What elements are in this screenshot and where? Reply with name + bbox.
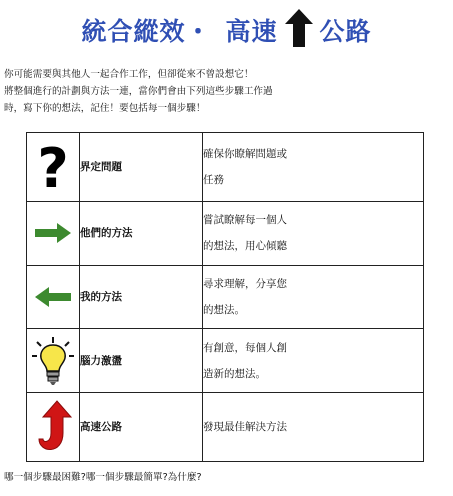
desc-cell <box>203 133 424 202</box>
desc-cell <box>203 265 424 329</box>
term-cell: 高速公路 <box>80 393 203 462</box>
desc-line: 任務 <box>203 173 224 186</box>
table-row <box>27 133 424 202</box>
green-left-arrow-icon <box>33 285 73 309</box>
title-dot: ・ <box>185 17 212 46</box>
icon-cell <box>27 393 80 462</box>
desc-line: 嘗試瞭解每一個人 <box>203 214 287 227</box>
svg-text:?: ? <box>37 138 69 195</box>
table-row <box>27 201 424 265</box>
table-row <box>27 329 424 393</box>
footer-question: 哪一個步驟最困難?哪一個步驟最簡單?為什麼? <box>4 472 202 483</box>
desc-line: 造新的想法。 <box>203 367 266 380</box>
term-cell: 我的方法 <box>80 265 203 329</box>
table-row <box>27 265 424 329</box>
steps-table <box>26 132 424 462</box>
black-up-arrow-icon <box>284 8 314 48</box>
intro-line-2: 將整個進行的計劃與方法一連，當你們會由下列這些步驟工作過 <box>4 86 273 97</box>
desc-line: 尋求理解，分享您 <box>203 277 287 290</box>
desc-cell <box>203 329 424 393</box>
title-part-1: 統合縱效 <box>81 17 186 46</box>
icon-cell <box>27 133 80 202</box>
green-right-arrow-icon <box>33 221 73 245</box>
table-row <box>27 393 424 462</box>
intro-paragraph <box>4 66 444 117</box>
icon-cell <box>27 265 80 329</box>
desc-line: 的想法，用心傾聽 <box>203 240 287 253</box>
intro-line-3: 時，寫下你的想法，記住！要包括每一個步驟！ <box>4 103 206 114</box>
title-part-3: 公路 <box>319 17 372 46</box>
lightbulb-icon <box>31 336 75 386</box>
intro-line-1: 你可能需要與其他人一起合作工作，但卻從來不曾設想它！ <box>4 69 254 80</box>
term-cell: 腦力激盪 <box>80 329 203 393</box>
page-title <box>0 8 453 52</box>
term-cell: 他們的方法 <box>80 201 203 265</box>
desc-line: 確保你瞭解問題或 <box>203 147 287 160</box>
icon-cell <box>27 201 80 265</box>
desc-cell <box>203 393 424 462</box>
term-cell: 界定問題 <box>80 133 203 202</box>
desc-cell <box>203 201 424 265</box>
desc-line: 有創意，每個人創 <box>203 341 287 354</box>
question-mark-icon <box>33 139 73 195</box>
icon-cell <box>27 329 80 393</box>
desc-line: 發現最佳解決方法 <box>203 421 287 434</box>
title-part-2: 高速 <box>225 17 278 46</box>
red-curved-up-arrow-icon <box>33 399 73 455</box>
desc-line: 的想法。 <box>203 303 245 316</box>
